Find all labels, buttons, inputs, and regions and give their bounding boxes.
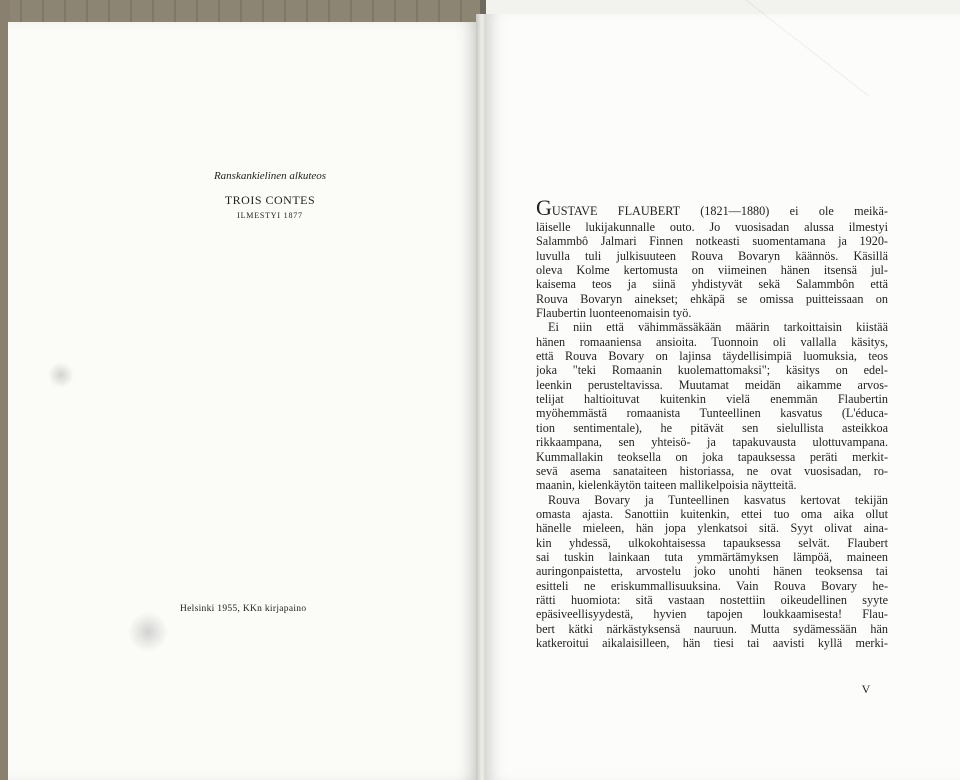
text-line: tion sentimentale), he pitävät sen sielullista asteikkoa bbox=[536, 420, 888, 435]
text-line: sai tuskin lainkaan tuta ymmärtämyksen lämpöä, maineen bbox=[536, 549, 888, 564]
text-line: epäsiveellisyydestä, hyvien tapojen loukkaamisesta! Flau- bbox=[536, 607, 888, 622]
text-line: auringonpaistetta, arvostelu joko unohti hänen teoksensa tai bbox=[536, 564, 888, 579]
page-number: V bbox=[861, 682, 871, 696]
text-line: rätti huomiota: sitä vastaan nostettiin oikeudellinen syyte bbox=[536, 592, 888, 607]
text-line: läiselle lukijakunnalle outo. Jo vuosisadan alussa ilmestyi bbox=[536, 220, 888, 234]
text-line: Rouva Bovary ja Tunteellinen kasvatus kertovat tekijän bbox=[548, 492, 888, 507]
text-line: esitteli ne eriskummallisuuksina. Vain Rouva Bovary he- bbox=[536, 578, 888, 593]
text-line: omasta ajasta. Sanottiin kuitenkin, ettei tuo oma aika ollut bbox=[536, 506, 888, 521]
text-line: hänelle mieleen, hän jopa ylenkatsoi sitä. Syyt olivat aina- bbox=[536, 521, 888, 536]
original-language-label: Ranskankielinen alkuteos bbox=[213, 170, 327, 182]
original-publication-year: ILMESTYI 1877 bbox=[237, 211, 303, 220]
text-line: rikkaampana, sen yhteisö- ja tapakuvausta ulottuvampana. bbox=[536, 435, 888, 450]
page-smudge bbox=[48, 362, 74, 388]
book-gutter bbox=[476, 14, 486, 780]
left-page bbox=[8, 22, 476, 780]
original-title: TROIS CONTES bbox=[224, 193, 316, 207]
text-line: joka "teki Romaanin kuolemattomaksi"; käsitys on edel- bbox=[536, 363, 888, 378]
text-line: Kummallakin teoksella on joka tapauksessa peräti merkit- bbox=[536, 449, 888, 464]
text-line: Flaubertin luonteenomaisin työ. bbox=[536, 306, 692, 321]
text-line: bert kätki närkästyksensä nauruun. Mutta sydämessään hän bbox=[536, 621, 888, 636]
printer-imprint: Helsinki 1955, KKn kirjapaino bbox=[180, 604, 307, 614]
page-smudge bbox=[128, 612, 168, 652]
drop-cap: G bbox=[536, 198, 552, 220]
text-line: sevä asema sanataiteen historiassa, ne ovat vuosisadan, ro- bbox=[536, 463, 888, 478]
text-line: hänen romaaniensa ansioita. Tuonnoin oli vallalla käsitys, bbox=[536, 334, 888, 349]
text-line-content: USTAVE FLAUBERT (1821—1880) ei ole meikä- bbox=[551, 204, 888, 218]
text-line: Salammbô Jalmari Finnen notkeasti suomentamana ja 1920- bbox=[536, 234, 888, 249]
text-line: kaisema teos ja siinä yhdistyvät sekä Salammbôn että bbox=[536, 277, 888, 292]
text-line bbox=[536, 198, 888, 220]
text-line: leenkin perusteltavissa. Muutamat meidän aikamme arvos- bbox=[536, 377, 888, 392]
text-line: maanin, kielenkäytön taiteen mallikelpoisia näytteitä. bbox=[536, 478, 797, 493]
preface-text bbox=[536, 198, 888, 650]
text-line: Ei niin että vähimmässäkään määrin tarkoittaisin kiistää bbox=[548, 320, 888, 335]
text-line: myöhemmästä romaanista Tunteellinen kasvatus (L'éduca- bbox=[536, 406, 888, 421]
text-line: että Rouva Bovary on lajinsa täydellisimpiä luomuksia, teos bbox=[536, 349, 888, 364]
text-line: oleva Kolme kertomusta on viimeinen hänen itsensä jul- bbox=[536, 263, 888, 278]
text-line: katkeroitui aikalaisilleen, hän tiesi tai aavisti kyllä merki- bbox=[536, 635, 888, 650]
text-line: luvulla tuli julkisuuteen Rouva Bovaryn käännös. Käsillä bbox=[536, 248, 888, 263]
text-line: telijat haltioituvat kuitenkin vielä enemmän Flaubertin bbox=[536, 392, 888, 407]
text-line: Rouva Bovaryn ainekset; ehkäpä se omissa puitteissaan on bbox=[536, 291, 888, 306]
text-line: kin yhdessä, ulkokohtaisessa tapauksessa selvät. Flaubert bbox=[536, 535, 888, 550]
